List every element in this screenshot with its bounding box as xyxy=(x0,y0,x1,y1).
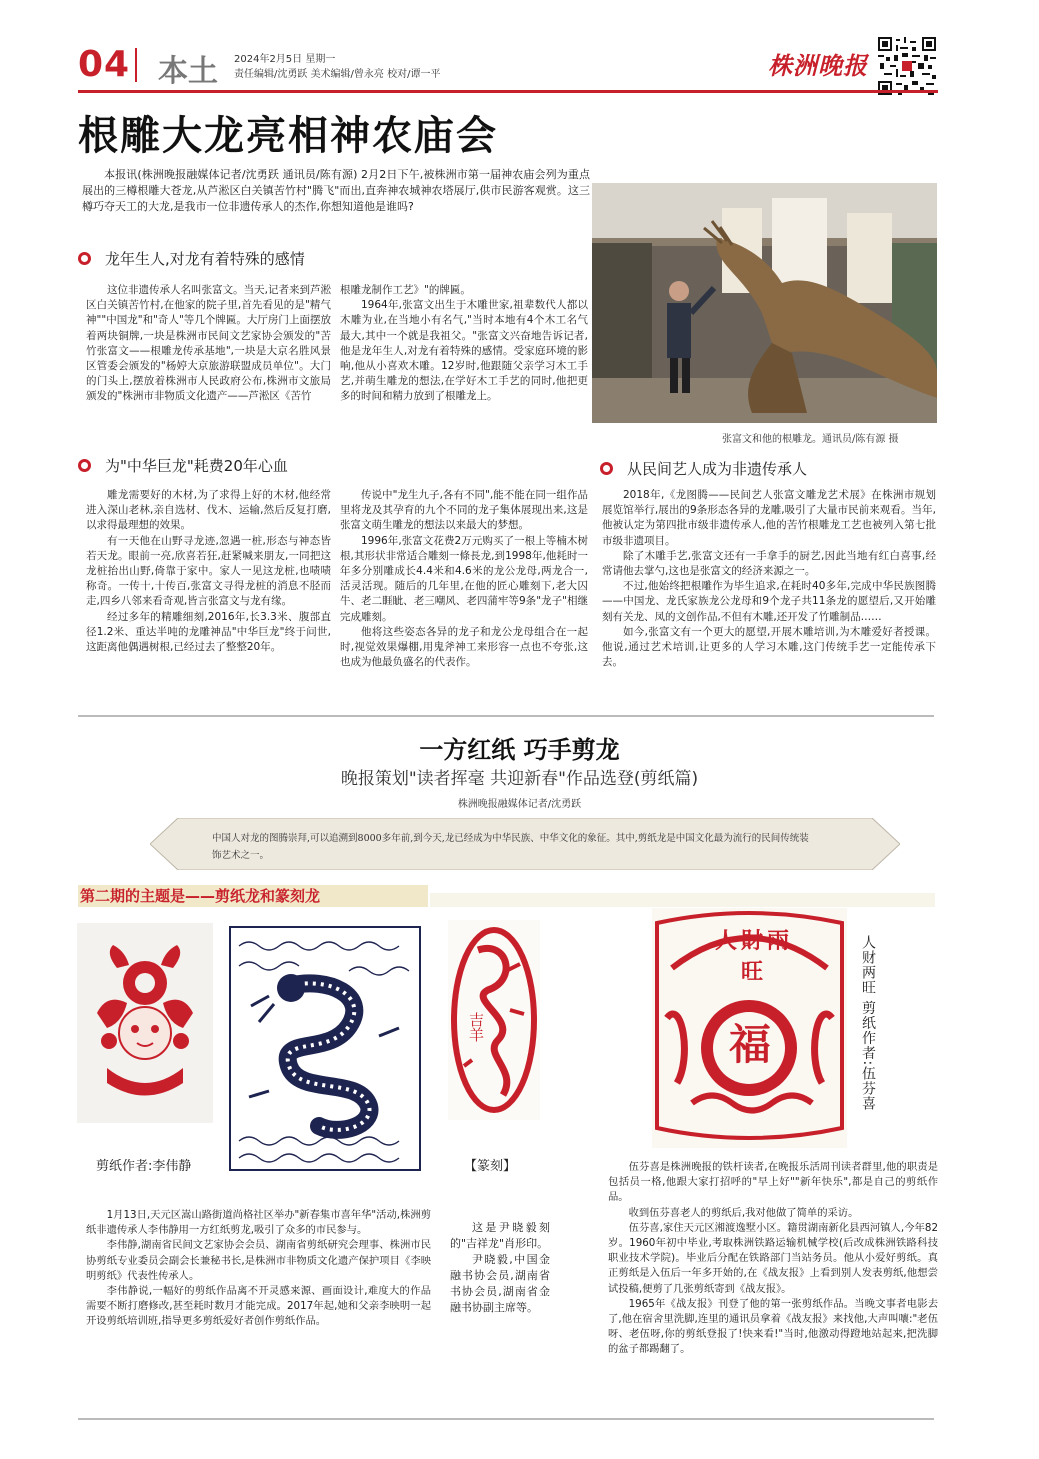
sub1-column-2 xyxy=(340,283,588,445)
seal-inscription: 吉羊 xyxy=(467,1012,485,1042)
subheading-3-text: 从民间艺人成为非遗传承人 xyxy=(627,460,808,478)
papercut-tiger-image xyxy=(77,923,213,1123)
article2-right-column xyxy=(608,1160,938,1405)
feature-byline: 株洲晚报融媒体记者/沈勇跃 xyxy=(457,799,582,810)
date-line: 2024年2月5日 星期一 xyxy=(234,54,336,65)
paragraph: 传说中"龙生九子,各有不同",能不能在同一组作品里将龙及其孕育的九个不同的龙子集体展现出来,这是张富文萌生雕龙的想法以来最大的梦想。 xyxy=(340,489,588,532)
paragraph: 经过多年的精雕细刻,2016年,长3.3米、腹部直径1.2米、重达半吨的龙雕神品"中华巨龙"终于问世,这距离他偶遇树根,已经过去了整整20年。 xyxy=(86,610,331,654)
quote-text: 中国人对龙的图腾崇拜,可以追溯到8000多年前,到今天,龙已经成为中华民族、中华文化的象征。其中,剪纸龙是中国文化最为流行的民间传统装饰艺术之一。 xyxy=(212,833,809,861)
paragraph: 除了木雕手艺,张富文还有一手拿手的厨艺,因此当地有红白喜事,经常请他去掌勺,这也是张富文的经济来源之一。 xyxy=(602,549,936,578)
paragraph: 收到伍芬喜老人的剪纸后,我对他做了简单的采访。 xyxy=(628,1206,859,1219)
sub3-column xyxy=(602,488,936,688)
section-name: 本土 xyxy=(158,54,218,89)
masthead-divider xyxy=(135,48,137,82)
newspaper-logo: 株洲晚报 xyxy=(768,51,868,80)
photo-caption: 张富文和他的根雕龙。通讯员/陈有源 摄 xyxy=(722,434,899,445)
paragraph: 2018年,《龙图腾——民间艺人张富文雕龙艺术展》在株洲市规划展览馆举行,展出的9条形态各异的龙雕,吸引了大量市民前来观看。当年,他被认定为第四批市级非遗传承人,他的苦竹根雕龙工艺也被列入第七批市级非遗项目。 xyxy=(602,489,936,547)
article2-left-column xyxy=(86,1208,431,1403)
seal-caption: 【篆刻】 xyxy=(464,1159,517,1174)
paragraph: 根雕龙制作工艺》"的牌匾。 xyxy=(340,284,471,296)
root-carving-dragon-photo xyxy=(592,183,937,423)
subheading-1 xyxy=(78,248,305,269)
feature-subtitle: 晚报策划"读者挥毫 共迎新春"作品选登(剪纸篇) xyxy=(340,769,699,789)
subheading-3 xyxy=(600,458,807,479)
papercut-right-caption: 人财两旺 剪纸作者:伍芬喜 xyxy=(860,935,876,1112)
article-headline: 根雕大龙亮相神农庙会 xyxy=(78,113,498,159)
paragraph: 李伟静,湖南省民间文艺家协会会员、湖南省剪纸研究会理事、株洲市民协剪纸专业委员会副会长兼秘书长,是株洲市非物质文化遗产保护项目《李映明剪纸》代表性传承人。 xyxy=(86,1239,431,1282)
paragraph: 尹晓毅,中国金融书协会员,湖南省书协会员,湖南省金融书协副主席等。 xyxy=(450,1253,550,1314)
paragraph: 1月13日,天元区嵩山路街道尚格社区举办"新春集市喜年华"活动,株洲剪纸非遗传承人李伟静用一方红纸剪龙,吸引了众多的市民参与。 xyxy=(86,1209,431,1237)
article-lead: 本报讯(株洲晚报融媒体记者/沈勇跃 通讯员/陈有源) 2月2日下午,被株洲市第一届神农庙会列为重点展出的三樽根雕大苍龙,从芦淞区白关镇苦竹村"腾飞"而出,直奔神农城神农塔展厅,供市民游客观赏。这三樽巧夺天工的大龙,是我市一位非遗传承人的杰作,你想知道他是谁吗? xyxy=(82,168,590,213)
masthead-meta xyxy=(234,52,440,82)
theme-rule xyxy=(430,893,935,907)
paragraph: 伍芬喜是株洲晚报的铁杆读者,在晚报乐活周刊读者群里,他的职责是包括员一格,他跟大家打招呼的"早上好""新年快乐",都是自己的剪纸作品。 xyxy=(608,1161,938,1204)
paragraph: 1964年,张富文出生于木雕世家,祖辈数代人都以木雕为业,在当地小有名气,"当时本地有4个木工名气最大,其中一个就是我祖父。"张富文兴奋地告诉记者,他是龙年生人,对龙有着特殊的感情。受家庭环境的影响,他从小喜欢木雕。12岁时,他跟随父亲学习木工手艺,并萌生雕龙的想法,在学好木工手艺的同时,他把更多的时间和精力放到了根雕龙上。 xyxy=(340,299,588,403)
paragraph: 伍芬喜,家住天元区湘渡逸墅小区。籍贯湖南新化县西河镇人,今年82岁。1960年初中毕业,考取株洲铁路运输机械学校(后改成株洲铁路科技职业技术学院)。毕业后分配在铁路部门当站务员。他从小爱好剪纸。真正剪纸是入伍后一年多开始的,在《战友报》上看到别人发表剪纸,他想尝试投稿,便剪了几张剪纸寄到《战友报》。 xyxy=(608,1221,938,1295)
sub2-column-2 xyxy=(340,488,588,688)
article2-middle-column xyxy=(450,1220,550,1400)
paragraph: 不过,他始终把根雕作为毕生追求,在耗时40多年,完成中华民族图腾——中国龙、龙氏家族龙公龙母和9个龙子共11条龙的愿望后,又开始雕刻有关龙、凤的文创作品,不但有木雕,还开发了竹雕制品…… xyxy=(602,580,936,623)
page-number: 04 xyxy=(78,44,131,85)
paragraph: 这是尹晓毅刻的"吉祥龙"肖形印。 xyxy=(450,1221,550,1250)
paragraph: 1996年,张富文花费2万元购买了一根上等楠木树根,其形状非常适合雕刻一條長龙,到1998年,他耗时一年多分别雕成长4.4米和4.6米的龙公龙母,两龙合一,活灵活现。随后的几年里,在他的匠心雕刻下,老大囚牛、老二睚眦、老三嘲风、老四蒲牢等9条"龙子"相继完成雕刻。 xyxy=(340,534,588,623)
paragraph: 他将这些姿态各异的龙子和龙公龙母组合在一起时,视觉效果爆棚,用鬼斧神工来形容一点也不夸张,这也成为他最负盛名的代表作。 xyxy=(340,625,588,669)
bullet-circle-icon xyxy=(600,462,613,475)
paragraph: 雕龙需要好的木材,为了求得上好的木材,他经常进入深山老林,亲自选材、伐木、运输,然后反复打磨,以求得最理想的效果。 xyxy=(86,489,331,532)
bullet-circle-icon xyxy=(78,252,91,265)
paragraph: 李伟静说,一幅好的剪纸作品离不开灵感来源、画面设计,难度大的作品需要不断打磨修改,甚至耗时数月才能完成。2017年起,她和父亲李映明一起开设剪纸培训班,指导更多剪纸爱好者创作剪纸作品。 xyxy=(86,1285,431,1328)
paragraph: 有一天他在山野寻龙迹,忽遇一桩,形态与神态皆若天龙。眼前一亮,欣喜若狂,赶紧喊来朋友,一同把这龙桩抬出山野,倚靠于家中。家人一见这龙桩,也啧啧称奇。一传十,十传百,张富文寻得龙桩的消息不胫而走,四乡八邻来看奇观,皆言张富文与龙有缘。 xyxy=(86,534,331,608)
paragraph: 如今,张富文有一个更大的愿望,开展木雕培训,为木雕爱好者授课。他说,通过艺术培训,让更多的人学习木雕,这门传统手艺一定能传承下去。 xyxy=(602,625,936,669)
papercut-chars: 人財兩旺 xyxy=(714,928,793,985)
seal-carving-image xyxy=(448,920,540,1120)
subheading-1-text: 龙年生人,对龙有着特殊的感情 xyxy=(105,250,305,268)
paragraph: 这位非遗传承人名叫张富文。当天,记者来到芦淞区白关镇苦竹村,在他家的院子里,首先看见的是"精气神""中国龙"和"奇人"等几个牌匾。大厅房门上面摆放着两块铜牌,一块是株洲市民间文艺家协会颁发的"苦竹张富文——根雕龙传承基地",一块是大京名胜风景区管委会颁发的"杨婷大京旅游联盟成员单位"。大门的门头上,摆放着株洲市人民政府公布,株洲市文旅局颁发的"株洲市非物质文化遗产——芦淞区《苦竹 xyxy=(86,284,331,403)
bullet-circle-icon xyxy=(78,459,91,472)
feature-title: 一方红纸 巧手剪龙 xyxy=(419,735,620,764)
qr-code-icon[interactable] xyxy=(878,37,936,95)
masthead-rule xyxy=(78,90,938,93)
section-divider xyxy=(78,715,934,717)
bottom-rule xyxy=(78,1418,934,1420)
sub1-column-1 xyxy=(86,283,331,445)
theme-heading: 第二期的主题是——剪纸龙和篆刻龙 xyxy=(80,887,321,905)
editors-line: 责任编辑/沈勇跃 美术编辑/曾永亮 校对/谭一平 xyxy=(234,69,441,80)
paragraph: 1965年《战友报》刊登了他的第一张剪纸作品。当晚文事者电影去了,他在宿舍里洗脚,连里的通讯员拿着《战友报》来找他,大声叫嚷:"老伍呀、老伍呀,你的剪纸登报了!快来看!"当时,他激动得蹬地站起来,把洗脚的盆子都踢翻了。 xyxy=(608,1297,938,1356)
papercut-dragon-image xyxy=(229,926,421,1171)
subheading-2-text: 为"中华巨龙"耗费20年心血 xyxy=(105,457,288,475)
sub2-column-1 xyxy=(86,488,331,688)
papercut-left-caption: 剪纸作者:李伟静 xyxy=(96,1159,192,1174)
subheading-2 xyxy=(78,455,288,476)
papercut-fu-char: 福 xyxy=(728,1020,771,1069)
